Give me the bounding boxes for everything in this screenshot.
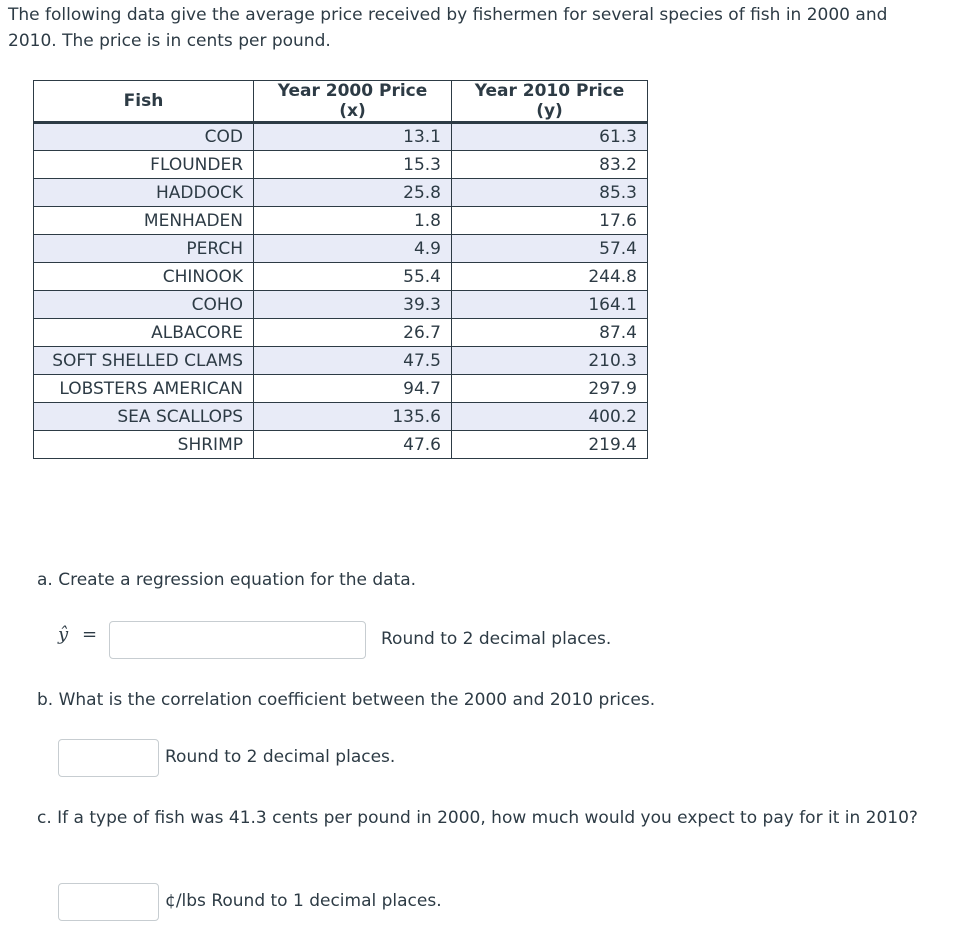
price-2000-cell: 94.7: [254, 375, 452, 403]
table-row: [34, 207, 648, 235]
intro-text: The following data give the average price received by fishermen for several species of fish in 2000 and 2010. The price is in cents per pound.: [8, 5, 888, 51]
fish-name-cell: ALBACORE: [34, 319, 254, 347]
fish-price-table: [33, 80, 648, 459]
fish-name-cell: SOFT SHELLED CLAMS: [34, 347, 254, 375]
price-2000-cell: 55.4: [254, 263, 452, 291]
table-row: [34, 179, 648, 207]
price-2000-cell: 25.8: [254, 179, 452, 207]
price-2010-cell: 244.8: [452, 263, 648, 291]
fish-name-cell: COD: [34, 123, 254, 151]
question-c-prompt: c. If a type of fish was 41.3 cents per pound in 2000, how much would you expect to pay for it in 2010?: [37, 808, 918, 828]
fish-name-cell: LOBSTERS AMERICAN: [34, 375, 254, 403]
header-year-2000: Year 2000 Price (x): [254, 81, 452, 123]
fish-name-cell: CHINOOK: [34, 263, 254, 291]
price-2010-cell: 400.2: [452, 403, 648, 431]
price-2010-cell: 87.4: [452, 319, 648, 347]
header-fish: Fish: [34, 81, 254, 123]
fish-name-cell: FLOUNDER: [34, 151, 254, 179]
header-year-2010: Year 2010 Price (y): [452, 81, 648, 123]
fish-name-cell: PERCH: [34, 235, 254, 263]
question-c-hint: ¢/lbs Round to 1 decimal places.: [165, 891, 442, 911]
fish-name-cell: SHRIMP: [34, 431, 254, 459]
table-row: [34, 431, 648, 459]
fish-name-cell: HADDOCK: [34, 179, 254, 207]
table-body: [34, 123, 648, 459]
regression-equation-input[interactable]: [109, 621, 366, 659]
table-header-row: [34, 81, 648, 123]
correlation-coefficient-input[interactable]: [58, 739, 159, 777]
fish-name-cell: SEA SCALLOPS: [34, 403, 254, 431]
table-row: [34, 347, 648, 375]
y-hat-symbol: ŷ: [58, 624, 69, 645]
question-b-hint: Round to 2 decimal places.: [165, 747, 396, 767]
price-2010-cell: 219.4: [452, 431, 648, 459]
price-2000-cell: 47.6: [254, 431, 452, 459]
table-row: [34, 403, 648, 431]
fish-name-cell: MENHADEN: [34, 207, 254, 235]
table-row: [34, 123, 648, 151]
price-2000-cell: 39.3: [254, 291, 452, 319]
equals-sign: =: [82, 624, 98, 645]
price-2000-cell: 1.8: [254, 207, 452, 235]
price-2000-cell: 15.3: [254, 151, 452, 179]
price-2010-cell: 17.6: [452, 207, 648, 235]
price-2010-cell: 210.3: [452, 347, 648, 375]
price-2000-cell: 47.5: [254, 347, 452, 375]
question-b-prompt: b. What is the correlation coefficient between the 2000 and 2010 prices.: [37, 690, 656, 710]
fish-name-cell: COHO: [34, 291, 254, 319]
question-a-prompt: a. Create a regression equation for the data.: [37, 570, 417, 590]
price-2010-cell: 164.1: [452, 291, 648, 319]
price-2010-cell: 85.3: [452, 179, 648, 207]
table-row: [34, 375, 648, 403]
price-2010-cell: 297.9: [452, 375, 648, 403]
price-2000-cell: 26.7: [254, 319, 452, 347]
table-row: [34, 319, 648, 347]
price-2010-cell: 61.3: [452, 123, 648, 151]
table-row: [34, 291, 648, 319]
price-2000-cell: 135.6: [254, 403, 452, 431]
question-a-hint: Round to 2 decimal places.: [381, 629, 612, 649]
price-2010-cell: 83.2: [452, 151, 648, 179]
price-2000-cell: 13.1: [254, 123, 452, 151]
table-row: [34, 151, 648, 179]
table-row: [34, 235, 648, 263]
predicted-price-input[interactable]: [58, 883, 159, 921]
price-2010-cell: 57.4: [452, 235, 648, 263]
price-2000-cell: 4.9: [254, 235, 452, 263]
table-row: [34, 263, 648, 291]
